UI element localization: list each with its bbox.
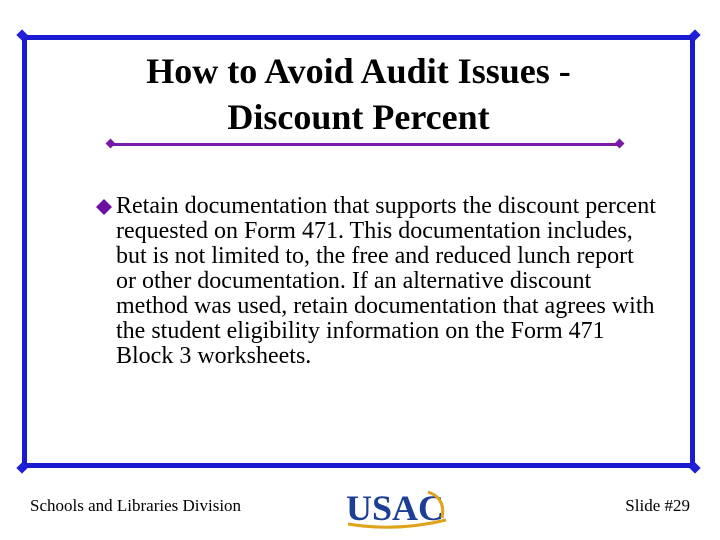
slide-title-line2: Discount Percent <box>227 97 490 137</box>
slide-title <box>22 48 695 140</box>
slide-number: Slide #29 <box>625 496 690 515</box>
slide-title-line1: How to Avoid Audit Issues - <box>146 51 571 91</box>
bullet-item <box>96 194 656 369</box>
usac-logo-text: USAC <box>346 488 445 528</box>
footer-division: Schools and Libraries Division <box>30 496 242 515</box>
bullet-text: Retain documentation that supports the discount percent requested on Form 471. This documentation includes, but is not limited to, the free and reduced lunch report or other documentation. If an alternative discount method was used, retain documentation that agrees with the student eligibility information on the Form 471 Block 3 worksheets. <box>116 193 656 369</box>
diamond-bullet-icon <box>96 199 112 215</box>
title-underline <box>110 143 620 146</box>
usac-logo <box>342 484 452 530</box>
